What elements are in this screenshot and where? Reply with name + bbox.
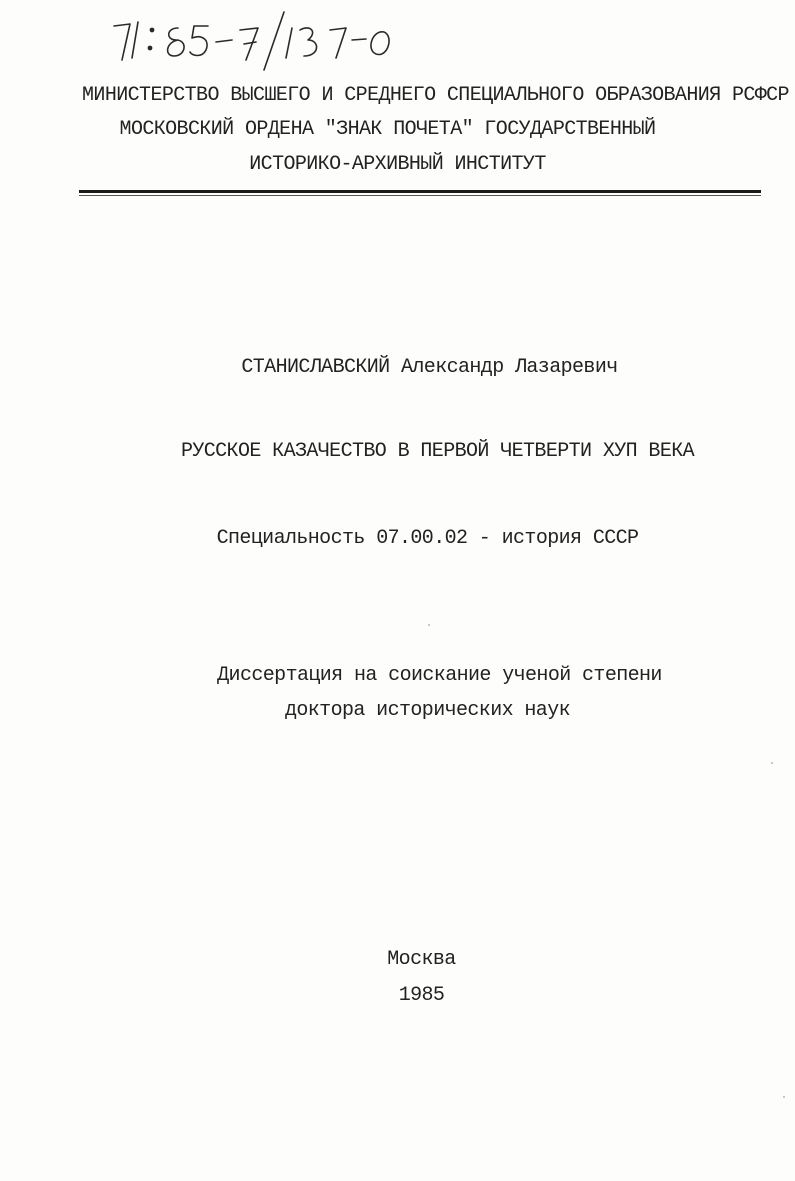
dissertation-title: РУССКОЕ КАЗАЧЕСТВО В ПЕРВОЙ ЧЕТВЕРТИ ХУП ВЕКА xyxy=(180,440,695,463)
author-name: СТАНИСЛАВСКИЙ Александр Лазаревич xyxy=(241,356,618,379)
paper-speck xyxy=(771,762,773,764)
year: 1985 xyxy=(398,984,445,1007)
specialty-line: Специальность 07.00.02 - история СССР xyxy=(216,527,639,550)
city: Москва xyxy=(387,948,456,971)
paper-speck xyxy=(428,624,430,626)
header-divider xyxy=(79,190,761,193)
degree-statement-line2: доктора исторических наук xyxy=(284,699,571,722)
institute-name: ИСТОРИКО-АРХИВНЫЙ ИНСТИТУТ xyxy=(249,153,546,176)
degree-statement-line1: Диссертация на соискание ученой степени xyxy=(217,664,662,687)
header-divider-secondary xyxy=(79,195,761,196)
ministry-heading: МИНИСТЕРСТВО ВЫСШЕГО И СРЕДНЕГО СПЕЦИАЛЬНОГО ОБРАЗОВАНИЯ РСФСР xyxy=(82,84,789,107)
institute-heading-line: МОСКОВСКИЙ ОРДЕНА "ЗНАК ПОЧЕТА" ГОСУДАРСТВЕННЫЙ xyxy=(119,118,656,141)
paper-speck xyxy=(783,1096,785,1098)
handwritten-catalog-note xyxy=(108,8,398,78)
